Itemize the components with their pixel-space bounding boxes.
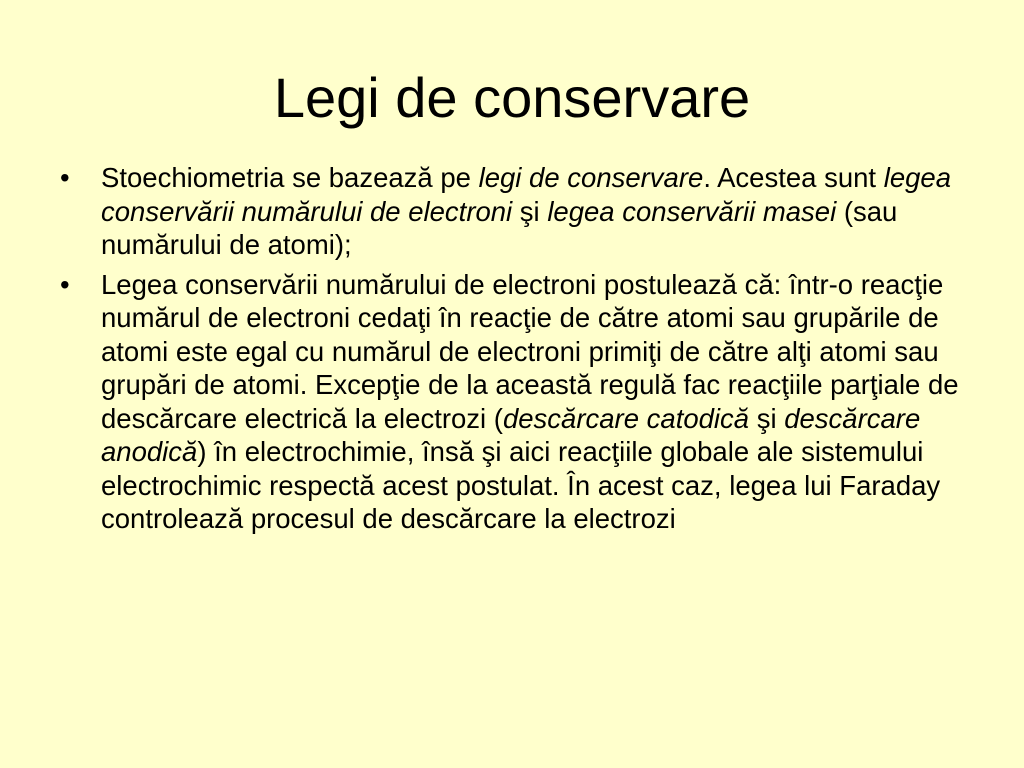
text-segment: şi — [749, 402, 785, 434]
bullet-text — [101, 162, 951, 260]
slide-title: Legi de conservare — [273, 66, 751, 129]
bullet-text — [101, 269, 959, 535]
italic-term: descărcare anodică — [101, 402, 921, 467]
italic-term: legi de conservare — [478, 162, 704, 193]
text-segment: . Acestea sunt — [703, 162, 884, 193]
bullet-dot-icon: • — [60, 268, 70, 300]
bullet-item-electron-conservation — [60, 268, 965, 536]
bullet-item-conservation-laws — [60, 161, 965, 262]
italic-term: legea conservării masei — [547, 195, 837, 227]
text-segment: (sau numărului de atomi); — [101, 195, 898, 260]
text-segment: Stoechiometria se bazează pe — [101, 162, 479, 193]
text-segment: şi — [512, 195, 548, 227]
italic-term: descărcare catodică — [502, 402, 750, 434]
text-segment: ) în electrochimie, însă şi aici reacţiile globale ale sistemului electrochimic respectă acest postulat. În acest caz, legea lui Faraday controlează procesul de descărcare la electrozi — [101, 436, 941, 534]
bullet-dot-icon: • — [60, 162, 70, 193]
text-segment: Legea conservării numărului de electroni postulează că: într-o reacţie numărul de electroni cedaţi în reacţie de către atomi sau grupările de atomi este egal cu numărul de electroni primiţi de către alţi atomi sau grupări de atomi. Excepţie de la această regulă fac reacţiile parţiale de descărcare electrică la electrozi ( — [101, 268, 959, 434]
italic-term: legea conservării numărului de electroni — [101, 162, 951, 227]
bullet-list — [60, 161, 965, 542]
